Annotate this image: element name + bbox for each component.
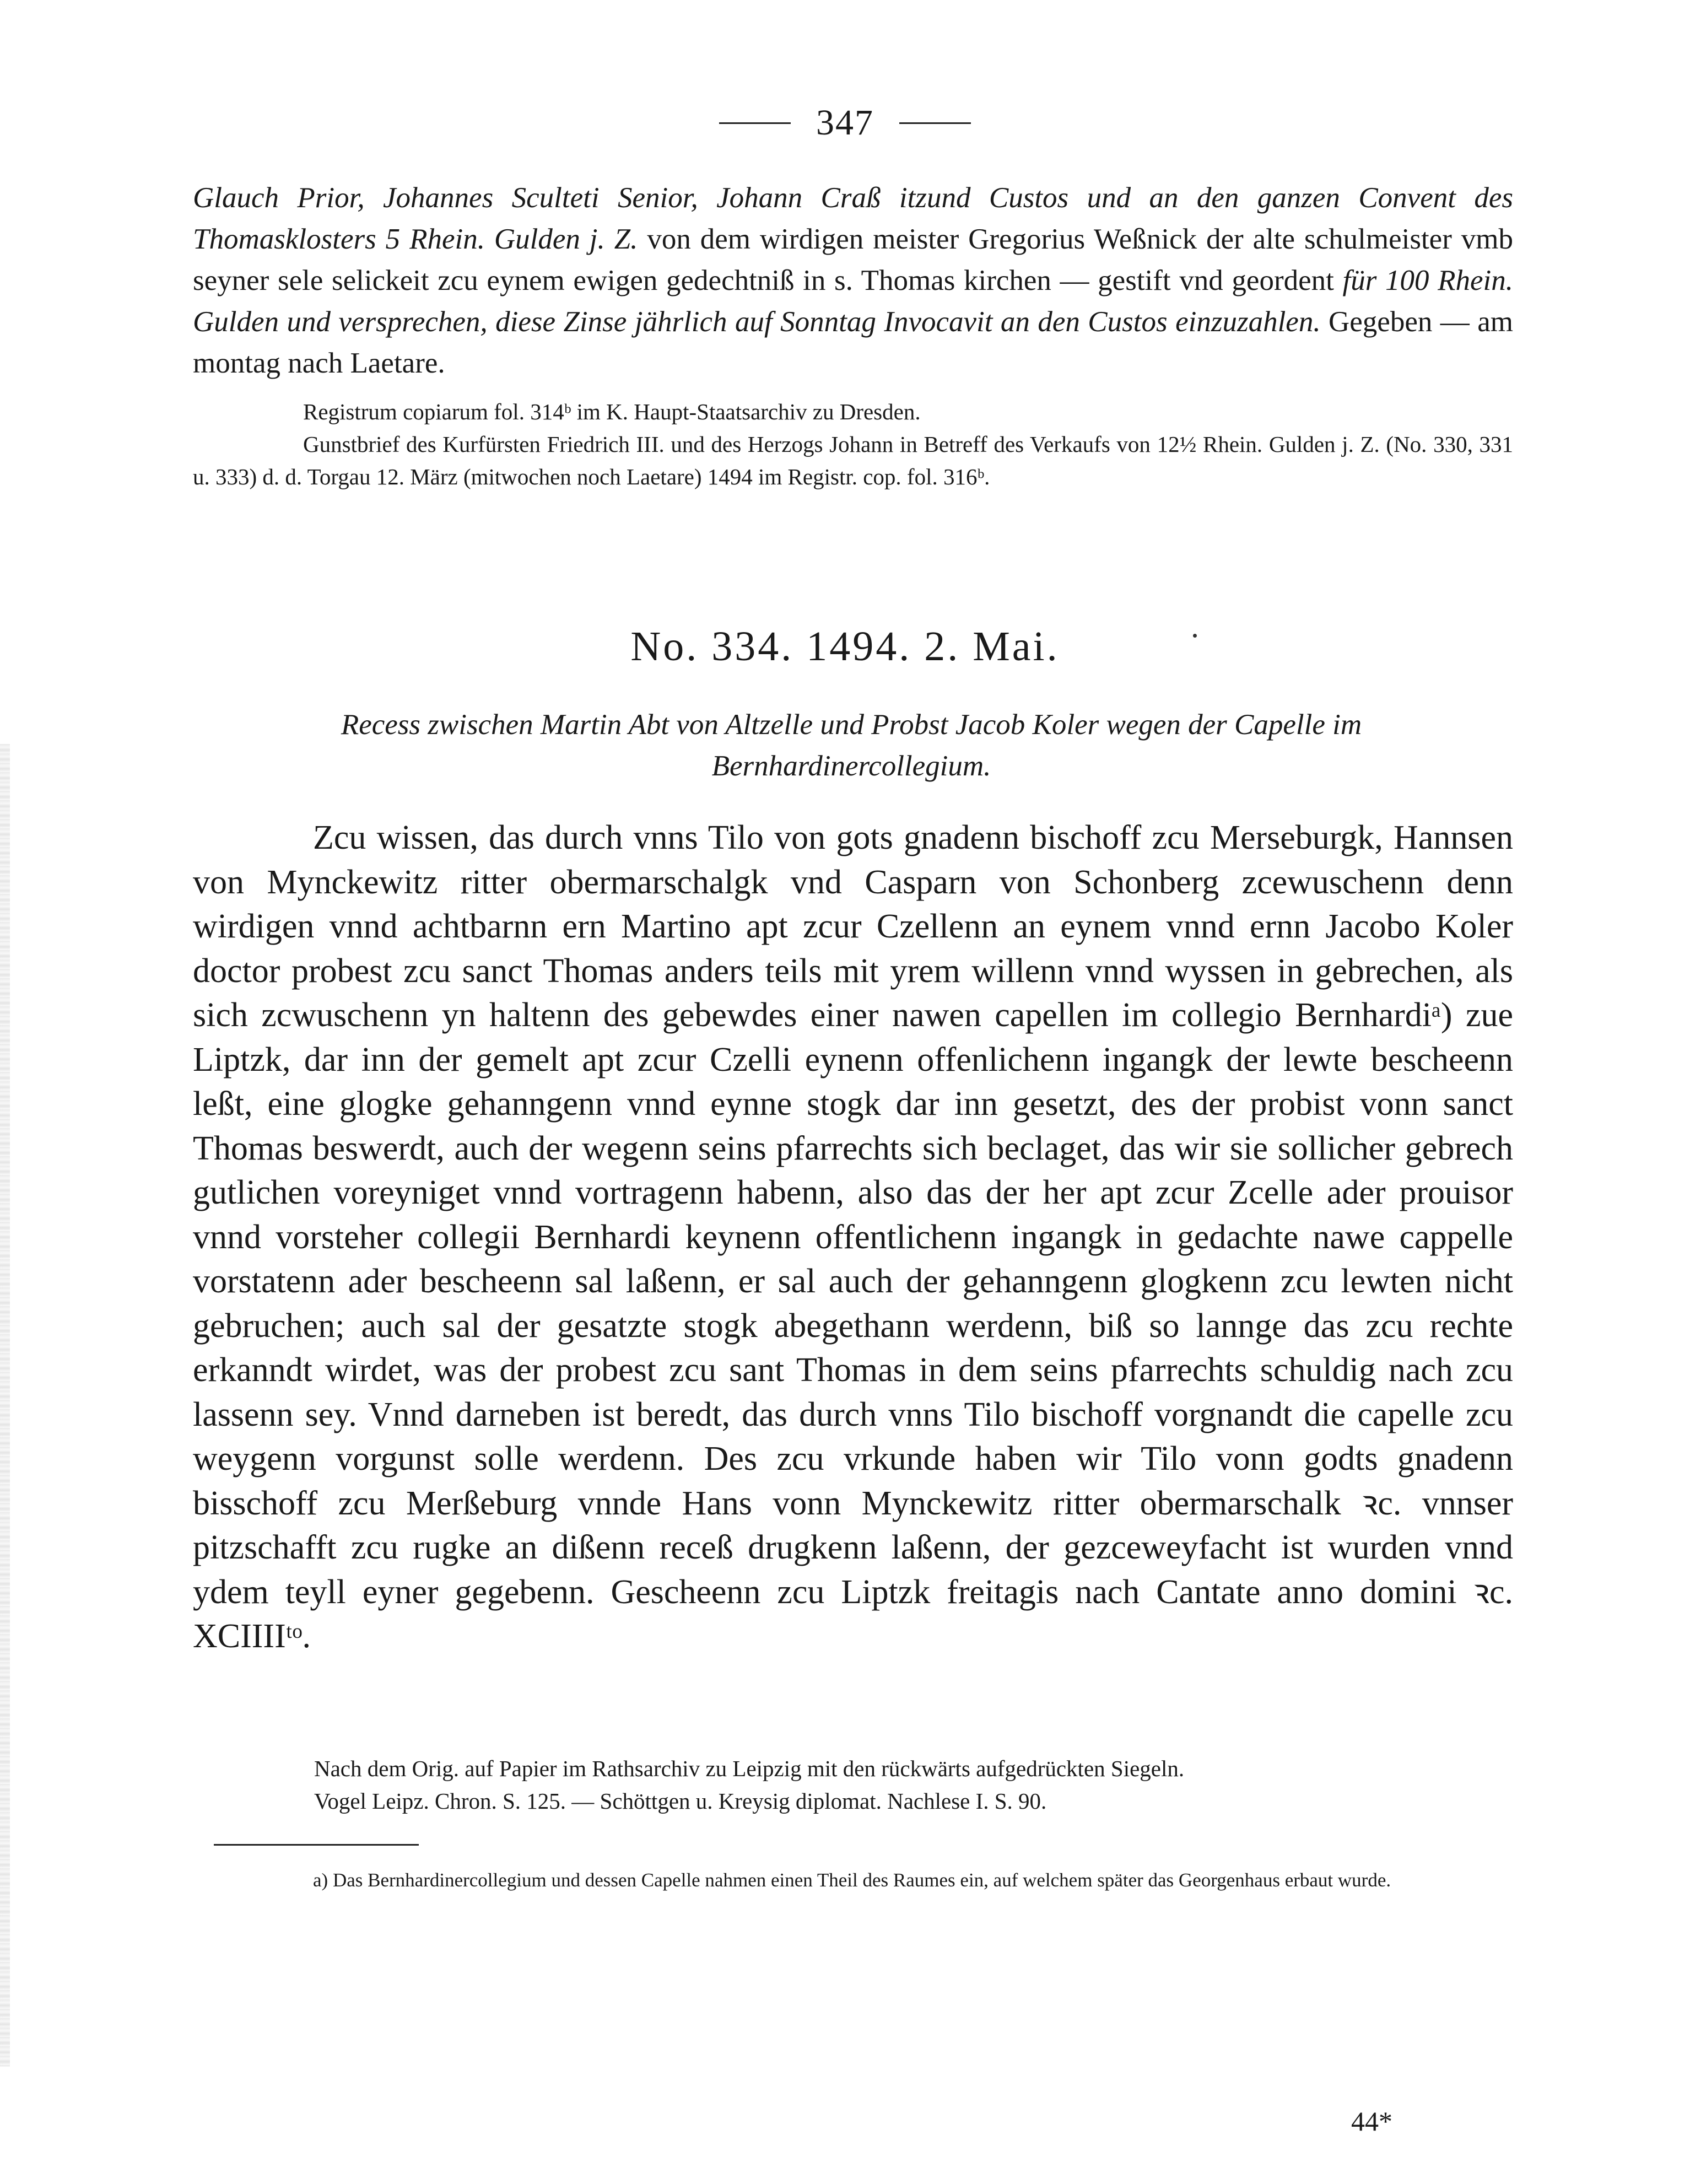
document-body [193, 816, 1513, 1659]
right-dash-rule [899, 122, 971, 124]
document-body-paragraph: Zcu wissen, das durch vnns Tilo von gots gnadenn bischoff zcu Merseburgk, Hannsen von Mynckewitz ritter obermarschalgk vnd Casparn von Schonberg zcewuschenn denn wirdigen vnnd achtbarnn ern Martino apt zcur Czellenn an eynem vnnd ernn Jacobo Koler doctor probest zcu sanct Thomas anders teils mit yrem willenn vnnd wyssen in gebrechen, als sich zcwuschenn yn haltenn des gebewdes einer nawen capellen im collegio Bernhardiᵃ) zue Liptzk, dar inn der gemelt apt zcur Czelli eynenn offenlichenn ingangk der lewte bescheenn leßt, eine glogke gehanngenn vnnd eynne stogk dar inn gesetzt, des der probist vonn sanct Thomas beswerdt, auch der wegenn seins pfarrechts sich beclaget, das wir sie sollicher gebrech gutlichen voreyniget vnnd vortragenn habenn, also das der her apt zcur Zcelle ader prouisor vnnd vorsteher collegii Bernhardi keynenn offentlichenn ingangk in gedachte nawe cappelle vorstatenn ader bescheenn sal laßenn, er sal auch der gehanngenn glogkenn zcu lewten nicht gebruchen; auch sal der gesatzte stogk abegethann werdenn, biß so lannge das zcu rechte erkanndt wirdet, was der probest zcu sant Thomas in dem seins pfarrechts schuldig nach zcu lassenn sey. Vnnd darneben ist beredt, das durch vnns Tilo bischoff vorgnandt die capelle zcu weygenn vorgunst solle werdenn. Des zcu vrkunde haben wir Tilo vonn godts gnadenn bisschoff zcu Merßeburg vnnde Hans vonn Mynckewitz ritter obermarschalk ꝛc. vnnser pitzschafft zcu rugke an dißenn receß drugkenn laßenn, der gezceweyfacht ist wurden vnnd ydem teyll eyner gegebenn. Gescheenn zcu Liptzk freitagis nach Cantate anno domini ꝛc. XCIIIIᵗᵒ. [193, 819, 1513, 1655]
page-header [0, 98, 1690, 148]
continued-document-text [193, 177, 1513, 384]
page-number: 347 [816, 103, 874, 143]
left-dash-rule [719, 122, 791, 124]
source-note-line-2: Vogel Leipz. Chron. S. 125. — Schöttgen u. Kreysig diplomat. Nachlese I. S. 90. [314, 1788, 1047, 1814]
document-summary: Recess zwischen Martin Abt von Altzelle und Probst Jacob Koler wegen der Capelle im Bernhardinercollegium. [341, 709, 1362, 782]
intro-roman-1: von dem wirdigen meister Gregorius Weßnick der alte schulmeister vmb seyner sele selickeit zcu eynem ewigen gedechtniß in s. Thomas kirchen — gestift vnd geordent [193, 223, 1513, 296]
signature-mark: 44* [1351, 2106, 1392, 2137]
scan-edge [0, 744, 10, 2067]
intro-italic-2: für 100 Rhein. Gulden und versprechen, diese Zinse jährlich auf Sonntag Invocavit an den Custos einzuzahlen. [193, 265, 1513, 338]
print-speck [1193, 634, 1197, 638]
archival-note-line-2: Gunstbrief des Kurfürsten Friedrich III. und des Herzogs Johann in Betreff des Verkaufs von 12½ Rhein. Gulden j. Z. (No. 330, 331 u. 333) d. d. Torgau 12. März (mitwochen noch Laetare) 1494 im Registr. cop. fol. 316ᵇ. [193, 432, 1513, 489]
footnote-rule [214, 1844, 419, 1846]
document-heading: No. 334. 1494. 2. Mai. [630, 623, 1060, 670]
intro-roman-2: Gegeben — am montag nach Laetare. [193, 306, 1513, 379]
intro-italic-1: Glauch Prior, Johannes Sculteti Senior, Johann Craß itzund Custos und an den ganzen Convent des Thomasklosters 5 Rhein. Gulden j. Z. [193, 182, 1513, 255]
footnote: a) Das Bernhardinercollegium und dessen Capelle nahmen einen Theil des Raumes ein, auf welchem später das Georgenhaus erbaut wurde. [313, 1869, 1391, 1891]
archival-note-line-1: Registrum copiarum fol. 314ᵇ im K. Haupt-Staatsarchiv zu Dresden. [303, 399, 921, 424]
archival-note [193, 396, 1513, 493]
source-note-line-1: Nach dem Orig. auf Papier im Rathsarchiv zu Leipzig mit den rückwärts aufgedrückten Siegeln. [314, 1756, 1185, 1781]
source-note [193, 1752, 1513, 1818]
